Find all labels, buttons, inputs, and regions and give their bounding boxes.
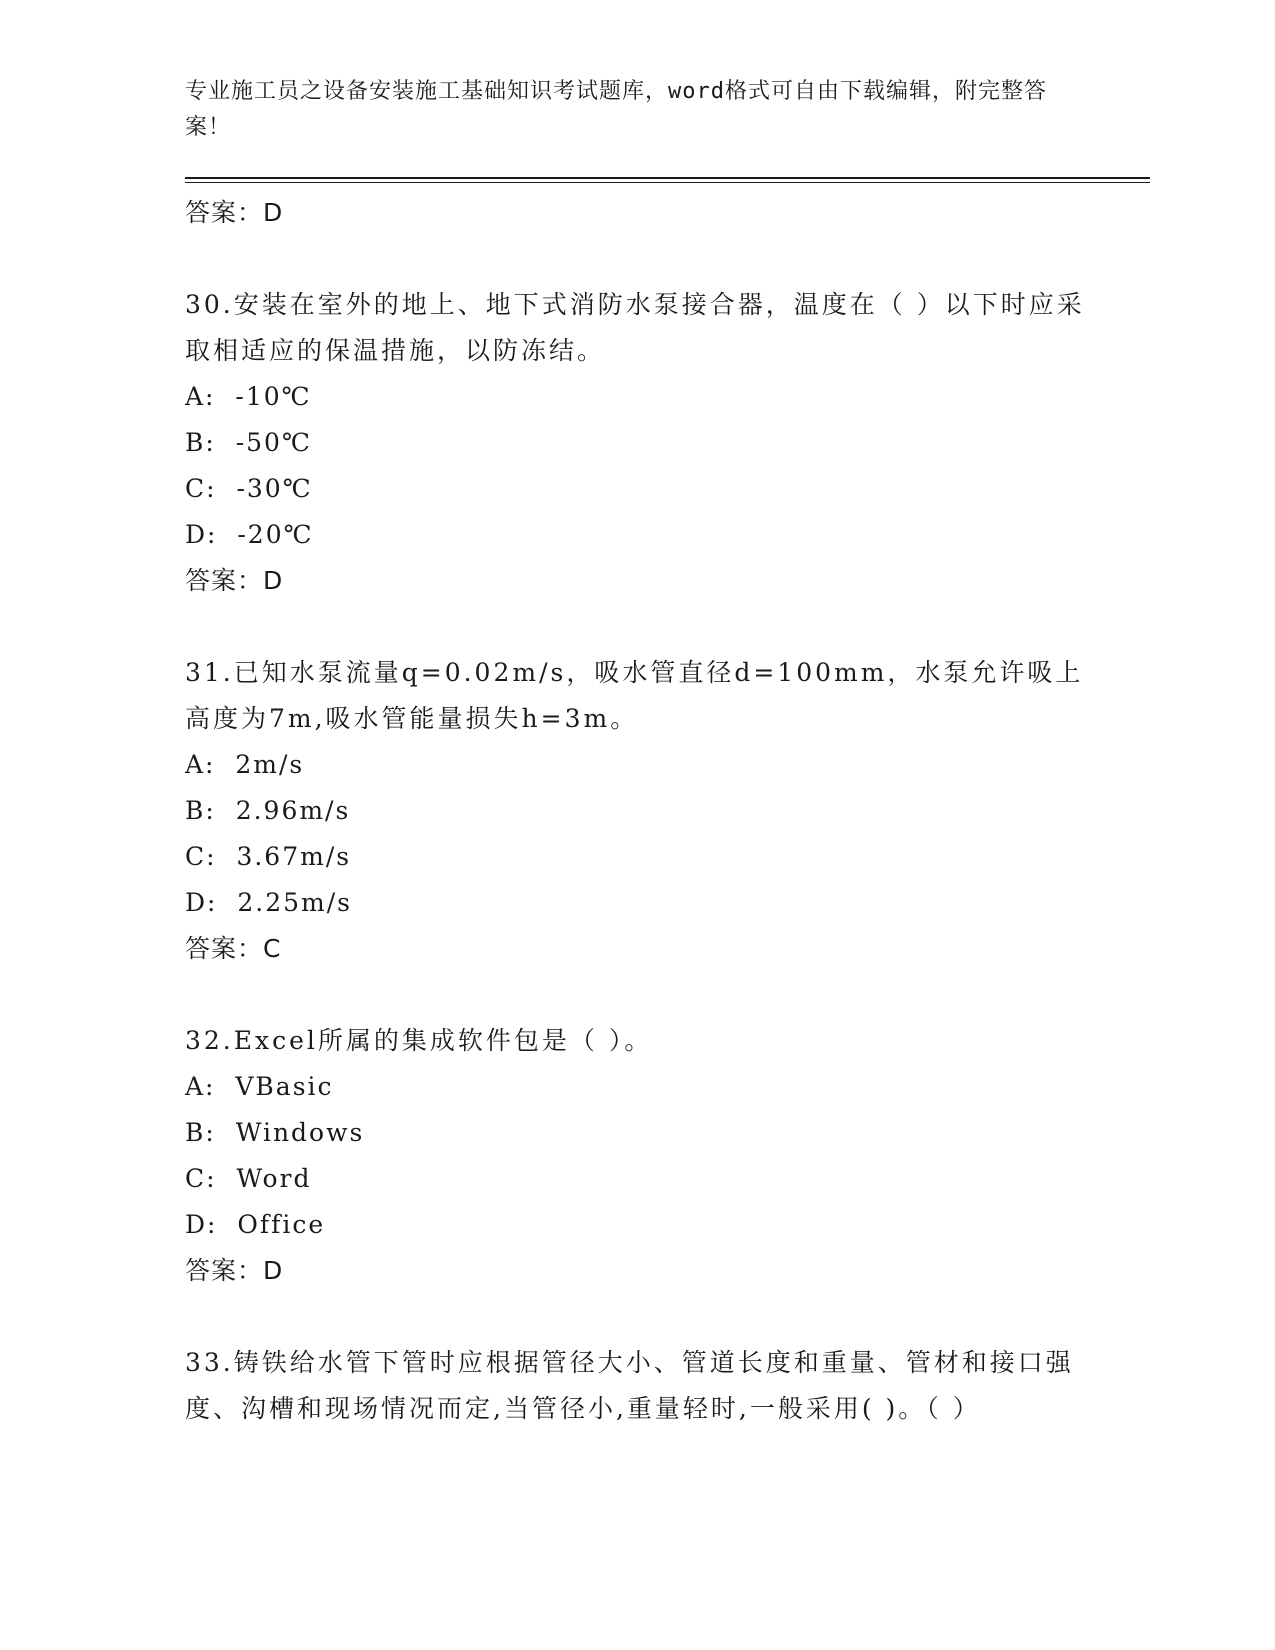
question-item	[185, 282, 1085, 604]
header-divider-thin	[185, 182, 1150, 183]
header-divider-thick	[185, 177, 1150, 179]
document-header	[185, 74, 1065, 146]
option-c: C: Word	[185, 1164, 312, 1193]
option-a: A: 2m/s	[185, 750, 305, 779]
question-item	[185, 1018, 1085, 1294]
option-b: B: 2.96m/s	[185, 796, 351, 825]
option-c: C: -30℃	[185, 474, 313, 503]
answer-line: 答案：D	[185, 1256, 284, 1285]
option-d: D: -20℃	[185, 520, 314, 549]
question-item	[185, 650, 1085, 972]
answer-line: 答案：D	[185, 566, 284, 595]
question-item	[185, 1340, 1085, 1432]
option-d: D: Office	[185, 1210, 326, 1239]
question-text: 31.已知水泵流量q=0.02m/s，吸水管直径d=100mm，水泵允许吸上高度为7m,吸水管能量损失h=3m。	[185, 658, 1084, 733]
question-text: 30.安装在室外的地上、地下式消防水泵接合器，温度在（ ）以下时应采取相适应的保温措施，以防冻结。	[185, 290, 1085, 365]
question-text: 32.Excel所属的集成软件包是（ ）。	[185, 1026, 653, 1055]
option-a: A: VBasic	[185, 1072, 334, 1101]
question-list	[185, 190, 1085, 1432]
option-b: B: Windows	[185, 1118, 365, 1147]
question-text: 33.铸铁给水管下管时应根据管径大小、管道长度和重量、管材和接口强度、沟槽和现场情况而定,当管径小,重量轻时,一般采用( )。（ ）	[185, 1348, 1074, 1423]
option-c: C: 3.67m/s	[185, 842, 352, 871]
answer-line: 答案：D	[185, 198, 284, 227]
header-title: 专业施工员之设备安装施工基础知识考试题库，word格式可自由下载编辑，附完整答案！	[185, 79, 1047, 140]
answer-line: 答案：C	[185, 934, 282, 963]
option-b: B: -50℃	[185, 428, 312, 457]
option-d: D: 2.25m/s	[185, 888, 352, 917]
option-a: A: -10℃	[185, 382, 312, 411]
